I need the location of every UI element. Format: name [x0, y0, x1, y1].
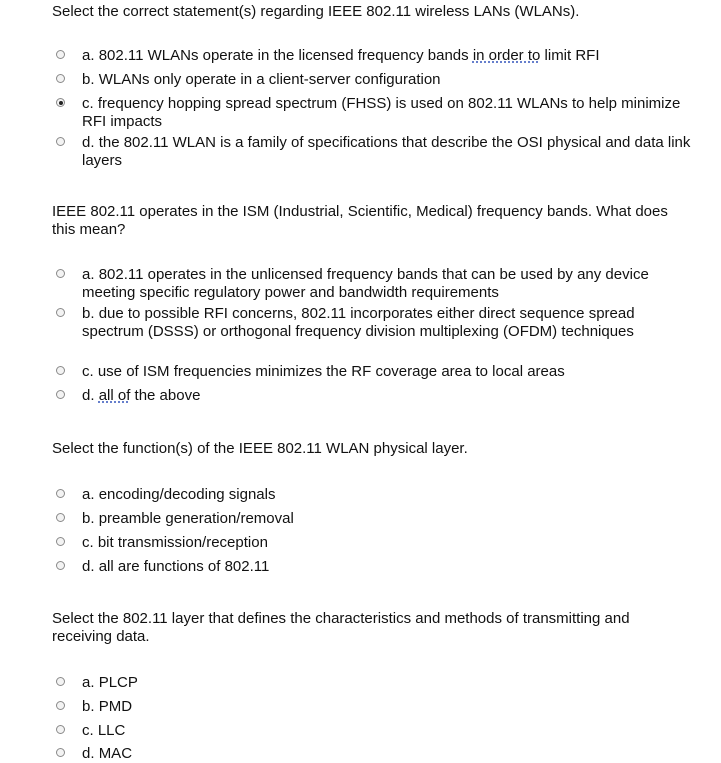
- radio-button[interactable]: [56, 537, 65, 546]
- option-label: b. WLANs only operate in a client-server configuration: [82, 71, 441, 88]
- option-label: c. bit transmission/reception: [82, 534, 268, 551]
- option-label: a. 802.11 WLANs operate in the licensed frequency bands in order to limit RFI: [82, 47, 600, 64]
- option-label: b. due to possible RFI concerns, 802.11 incorporates either direct sequence spread spectrum (DSSS) or orthogonal frequency division multiplexing (OFDM) techniques: [82, 305, 635, 340]
- radio-button[interactable]: [56, 748, 65, 757]
- question-2-prompt: IEEE 802.11 operates in the ISM (Industrial, Scientific, Medical) frequency bands. What does this mean?: [52, 203, 668, 238]
- radio-button[interactable]: [56, 561, 65, 570]
- option-label: a. 802.11 operates in the unlicensed frequency bands that can be used by any device meeting specific regulatory power and bandwidth requirements: [82, 266, 649, 301]
- question-3-prompt: Select the function(s) of the IEEE 802.11 WLAN physical layer.: [52, 440, 468, 457]
- option-label: d. the 802.11 WLAN is a family of specifications that describe the OSI physical and data link layers: [82, 134, 691, 169]
- radio-button[interactable]: [56, 366, 65, 375]
- question-1-prompt: Select the correct statement(s) regarding IEEE 802.11 wireless LANs (WLANs).: [52, 3, 580, 20]
- option-label: a. encoding/decoding signals: [82, 486, 276, 503]
- radio-button[interactable]: [56, 137, 65, 146]
- radio-button[interactable]: [56, 701, 65, 710]
- radio-button[interactable]: [56, 390, 65, 399]
- radio-button[interactable]: [56, 308, 65, 317]
- radio-button[interactable]: [56, 269, 65, 278]
- option-label: c. frequency hopping spread spectrum (FHSS) is used on 802.11 WLANs to help minimize RFI impacts: [82, 95, 681, 130]
- radio-button[interactable]: [56, 725, 65, 734]
- option-label: d. MAC: [82, 745, 133, 762]
- radio-button[interactable]: [56, 50, 65, 59]
- question-4-prompt: Select the 802.11 layer that defines the characteristics and methods of transmitting and receiving data.: [52, 610, 630, 645]
- radio-button[interactable]: [56, 677, 65, 686]
- radio-button-selected[interactable]: [56, 98, 65, 107]
- grammar-flag: all of: [98, 387, 131, 404]
- option-label: c. LLC: [82, 722, 126, 739]
- option-label: b. preamble generation/removal: [82, 510, 294, 527]
- grammar-flag: in order to: [472, 47, 541, 64]
- radio-button[interactable]: [56, 74, 65, 83]
- radio-button[interactable]: [56, 489, 65, 498]
- option-label: c. use of ISM frequencies minimizes the RF coverage area to local areas: [82, 363, 565, 380]
- option-label: b. PMD: [82, 698, 133, 715]
- option-label: a. PLCP: [82, 674, 138, 691]
- option-label: d. all of the above: [82, 387, 201, 404]
- option-label: d. all are functions of 802.11: [82, 558, 270, 575]
- radio-button[interactable]: [56, 513, 65, 522]
